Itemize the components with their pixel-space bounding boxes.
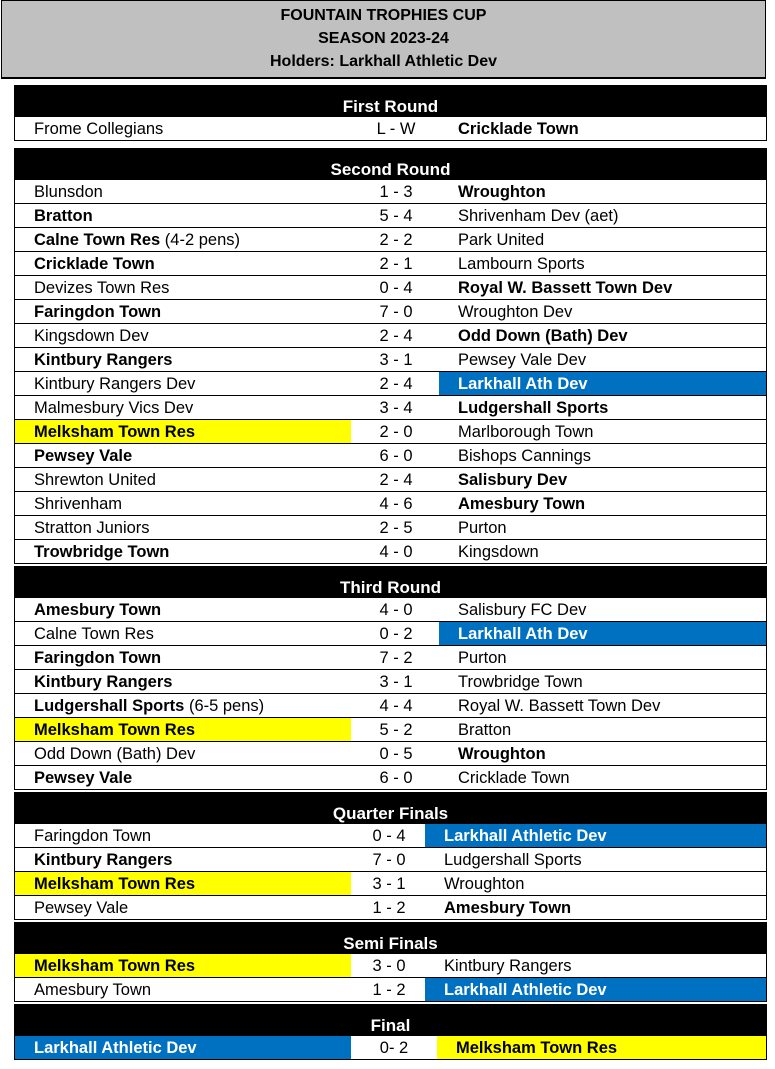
away-team: Larkhall Ath Dev (439, 622, 766, 645)
home-team-name: Devizes Town Res (34, 279, 170, 297)
home-team-name: Kintbury Rangers Dev (34, 375, 196, 393)
away-team: Wroughton (458, 745, 546, 763)
round-section (14, 85, 767, 141)
match-score: 1 - 2 (372, 981, 406, 999)
home-team-name: Amesbury Town (34, 981, 152, 999)
away-team: Larkhall Athletic Dev (425, 978, 766, 1001)
match-row (15, 669, 766, 693)
match-score: 3 - 1 (372, 875, 406, 893)
away-team: Ludgershall Sports (458, 399, 609, 417)
match-score: 0 - 5 (379, 745, 413, 763)
match-score: 0 - 4 (372, 827, 406, 845)
away-team: Royal W. Bassett Town Dev (458, 279, 673, 297)
match-row (15, 371, 766, 395)
away-team: Trowbridge Town (458, 673, 583, 691)
home-team-name: Pewsey Vale (34, 447, 133, 465)
match-row (15, 824, 766, 847)
match-row (15, 419, 766, 443)
home-team-note: (6-5 pens) (184, 697, 265, 715)
round-title: Third Round (15, 567, 766, 598)
match-score: 3 - 1 (379, 673, 413, 691)
home-team-name: Larkhall Athletic Dev (34, 1039, 197, 1057)
home-team (15, 516, 351, 539)
match-score: 6 - 0 (379, 769, 413, 787)
home-team-name: Odd Down (Bath) Dev (34, 745, 196, 763)
home-team-name: Faringdon Town (34, 649, 162, 667)
match-row (15, 645, 766, 669)
round-section (14, 922, 767, 1002)
match-score: 7 - 2 (379, 649, 413, 667)
away-team: Kingsdown (458, 543, 539, 561)
away-team: Pewsey Vale Dev (458, 351, 587, 369)
match-score: 0 - 4 (379, 279, 413, 297)
round-section (14, 792, 767, 920)
match-row (15, 117, 766, 140)
home-team (15, 180, 351, 203)
holders-label: Holders: Larkhall Athletic Dev (269, 53, 498, 70)
match-score: 3 - 1 (379, 351, 413, 369)
away-team: Odd Down (Bath) Dev (458, 327, 628, 345)
home-team-note: (4-2 pens) (160, 231, 241, 249)
away-team: Kintbury Rangers (444, 957, 572, 975)
home-team-name: Faringdon Town (34, 303, 162, 321)
match-score: 6 - 0 (379, 447, 413, 465)
home-team (15, 372, 351, 395)
away-team: Salisbury FC Dev (458, 601, 587, 619)
round-title: Quarter Finals (15, 793, 766, 824)
home-team-name: Melksham Town Res (34, 875, 196, 893)
round-title: Second Round (15, 149, 766, 180)
home-team-name: Kintbury Rangers (34, 851, 173, 869)
away-team: Park United (458, 231, 545, 249)
match-score: 2 - 4 (379, 375, 413, 393)
round-section (14, 566, 767, 790)
away-team: Amesbury Town (458, 495, 586, 513)
match-score: 2 - 4 (379, 327, 413, 345)
match-row (15, 717, 766, 741)
match-row (15, 299, 766, 323)
home-team (15, 622, 351, 645)
match-row (15, 977, 766, 1001)
home-team (15, 117, 351, 140)
away-team: Ludgershall Sports (444, 851, 582, 869)
away-team: Royal W. Bassett Town Dev (458, 697, 661, 715)
match-score: 1 - 3 (379, 183, 413, 201)
match-row (15, 443, 766, 467)
match-score: 2 - 1 (379, 255, 413, 273)
home-team (15, 848, 351, 871)
match-row (15, 347, 766, 371)
home-team (15, 766, 351, 789)
home-team (15, 348, 351, 371)
home-team (15, 492, 351, 515)
away-team: Marlborough Town (458, 423, 594, 441)
home-team (15, 954, 351, 977)
away-team: Lambourn Sports (458, 255, 585, 273)
away-team: Bratton (458, 721, 512, 739)
home-team (15, 324, 351, 347)
home-team-name: Stratton Juniors (34, 519, 150, 537)
match-score: 2 - 0 (379, 423, 413, 441)
match-score: 3 - 4 (379, 399, 413, 417)
away-team: Shrivenham Dev (aet) (458, 207, 619, 225)
away-team: Larkhall Ath Dev (439, 372, 766, 395)
match-score: L - W (376, 120, 416, 138)
home-team-name: Ludgershall Sports (34, 697, 185, 715)
home-team-name: Trowbridge Town (34, 543, 170, 561)
match-row (15, 621, 766, 645)
match-score: 2 - 5 (379, 519, 413, 537)
home-team-name: Shrewton United (34, 471, 156, 489)
home-team (15, 824, 351, 847)
home-team (15, 420, 351, 443)
match-score: 5 - 4 (379, 207, 413, 225)
away-team: Purton (458, 649, 507, 667)
away-team: Wroughton (458, 183, 546, 201)
season-label: SEASON 2023-24 (318, 30, 449, 47)
round-section (14, 148, 767, 564)
home-team-name: Pewsey Vale (34, 769, 133, 787)
home-team (15, 468, 351, 491)
home-team-name: Kintbury Rangers (34, 673, 173, 691)
match-score: 4 - 4 (379, 697, 413, 715)
home-team-name: Calne Town Res (34, 231, 161, 249)
home-team-name: Kintbury Rangers (34, 351, 173, 369)
away-team: Bishops Cannings (458, 447, 591, 465)
match-score: 0 - 2 (379, 625, 413, 643)
match-score: 4 - 6 (379, 495, 413, 513)
home-team (15, 978, 351, 1001)
cup-header (1, 0, 766, 79)
home-team-name: Calne Town Res (34, 625, 154, 643)
match-score: 4 - 0 (379, 543, 413, 561)
away-team: Amesbury Town (444, 899, 572, 917)
match-score: 4 - 0 (379, 601, 413, 619)
home-team (15, 896, 351, 919)
home-team (15, 670, 351, 693)
match-row (15, 539, 766, 563)
home-team (15, 444, 351, 467)
match-score: 0- 2 (379, 1039, 409, 1057)
match-row (15, 871, 766, 895)
home-team-name: Frome Collegians (34, 120, 164, 138)
round-title: First Round (15, 86, 766, 117)
home-team (15, 228, 351, 251)
cup-title: FOUNTAIN TROPHIES CUP (280, 7, 487, 24)
home-team (15, 694, 351, 717)
home-team (15, 646, 351, 669)
match-row (15, 467, 766, 491)
away-team: Larkhall Athletic Dev (425, 824, 766, 847)
home-team (15, 598, 351, 621)
home-team (15, 742, 351, 765)
match-row (15, 895, 766, 919)
round-title: Semi Finals (15, 923, 766, 954)
match-row (15, 1036, 766, 1059)
match-row (15, 251, 766, 275)
home-team-name: Pewsey Vale (34, 899, 129, 917)
home-team-name: Amesbury Town (34, 601, 162, 619)
home-team (15, 540, 351, 563)
away-team: Wroughton (444, 875, 525, 893)
home-team (15, 276, 351, 299)
match-score: 5 - 2 (379, 721, 413, 739)
home-team (15, 252, 351, 275)
match-score: 7 - 0 (379, 303, 413, 321)
away-team: Cricklade Town (458, 769, 570, 787)
away-team: Cricklade Town (458, 120, 579, 138)
home-team-name: Shrivenham (34, 495, 123, 513)
match-row (15, 203, 766, 227)
home-team-name: Faringdon Town (34, 827, 152, 845)
match-row (15, 491, 766, 515)
home-team (15, 396, 351, 419)
match-score: 2 - 2 (379, 231, 413, 249)
match-row (15, 515, 766, 539)
home-team (15, 1036, 351, 1059)
home-team-name: Bratton (34, 207, 93, 225)
match-row (15, 847, 766, 871)
match-row (15, 693, 766, 717)
match-row (15, 227, 766, 251)
match-score: 1 - 2 (372, 899, 406, 917)
round-section (14, 1004, 767, 1060)
match-row (15, 765, 766, 789)
home-team (15, 872, 351, 895)
home-team (15, 300, 351, 323)
match-score: 7 - 0 (372, 851, 406, 869)
match-row (15, 741, 766, 765)
home-team-name: Melksham Town Res (34, 957, 196, 975)
home-team-name: Blunsdon (34, 183, 103, 201)
match-row (15, 954, 766, 977)
home-team-name: Malmesbury Vics Dev (34, 399, 194, 417)
home-team-name: Kingsdown Dev (34, 327, 149, 345)
match-row (15, 395, 766, 419)
match-score: 2 - 4 (379, 471, 413, 489)
round-title: Final (15, 1005, 766, 1036)
away-team: Melksham Town Res (437, 1036, 766, 1059)
home-team-name: Melksham Town Res (34, 721, 196, 739)
away-team: Salisbury Dev (458, 471, 568, 489)
away-team: Wroughton Dev (458, 303, 573, 321)
match-row (15, 180, 766, 203)
match-score: 3 - 0 (372, 957, 406, 975)
home-team (15, 204, 351, 227)
match-row (15, 275, 766, 299)
home-team-name: Melksham Town Res (34, 423, 196, 441)
match-row (15, 598, 766, 621)
away-team: Purton (458, 519, 507, 537)
match-row (15, 323, 766, 347)
home-team (15, 718, 351, 741)
home-team-name: Cricklade Town (34, 255, 155, 273)
